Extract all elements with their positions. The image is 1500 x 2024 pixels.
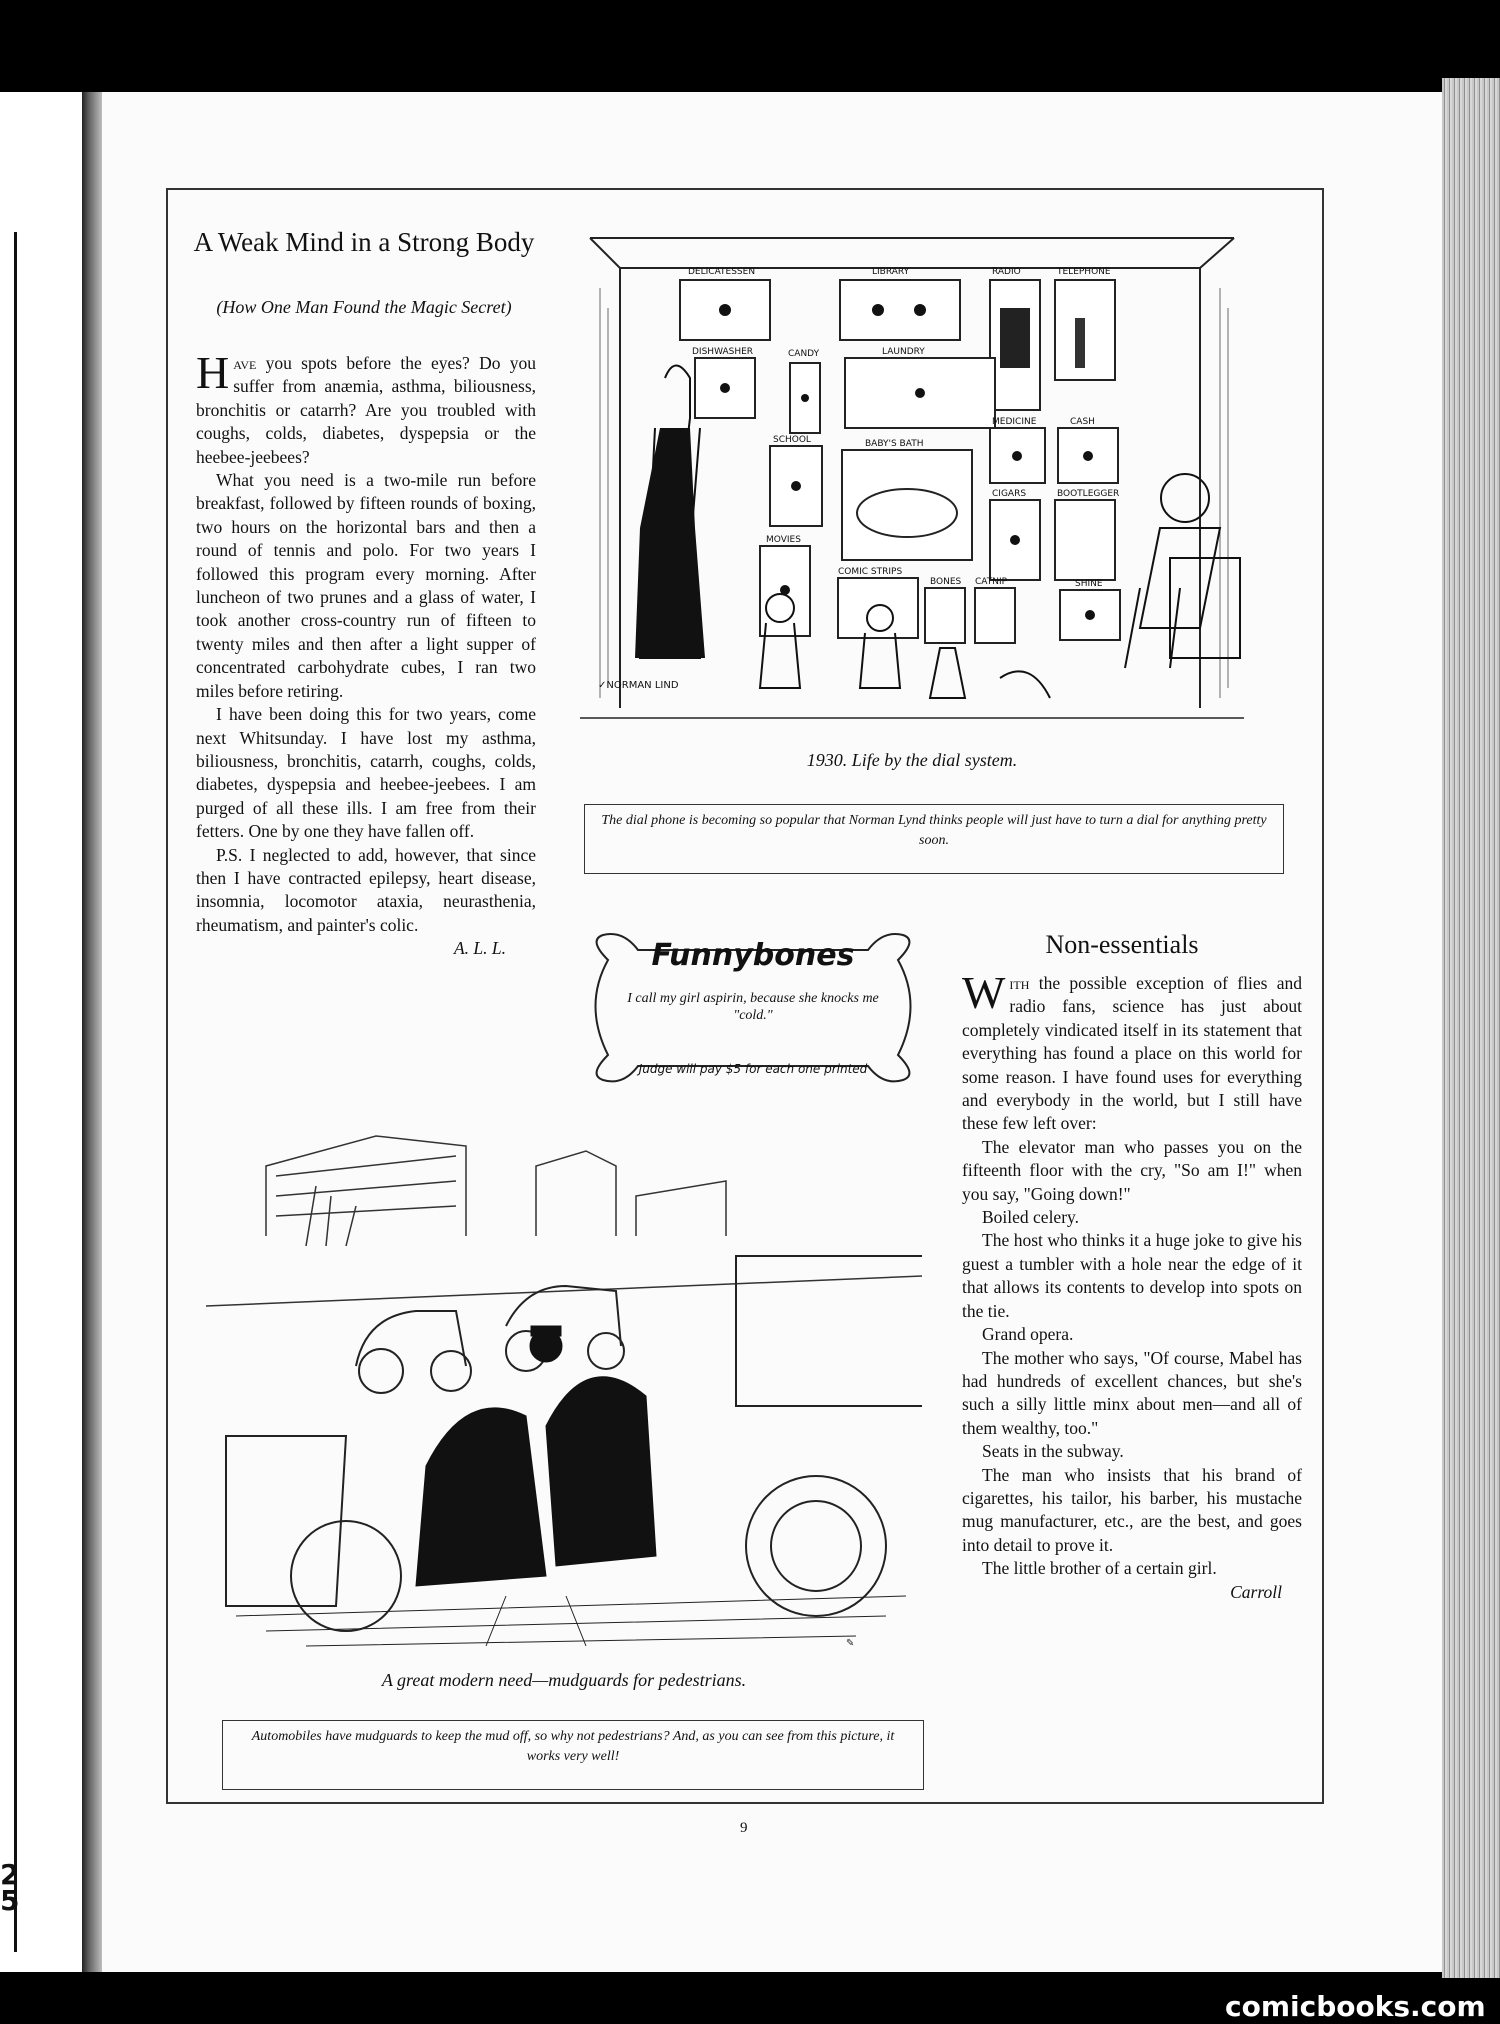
cartoon-mudguard-illustration xyxy=(206,1126,922,1658)
lead-smallcaps: ave xyxy=(233,353,257,373)
svg-text:LAUNDRY: LAUNDRY xyxy=(882,347,925,357)
svg-text:COMIC STRIPS: COMIC STRIPS xyxy=(838,567,903,577)
list-item: Seats in the subway. xyxy=(982,1441,1124,1462)
funnybones-footer: Judge will pay $5 for each one printed xyxy=(638,1062,868,1076)
paragraph xyxy=(196,347,536,469)
svg-text:MOVIES: MOVIES xyxy=(766,535,801,545)
list-item: The man who insists that his brand of cigarettes, his tailor, his barber, his mustache mug manufacturer, etc., are the best, and goes into detail to prove it. xyxy=(962,1464,1302,1555)
article-body-nonessentials xyxy=(962,967,1302,1604)
paragraph: P.S. I neglected to add, however, that since then I have contracted epilepsy, heart disease, insomnia, locomotor ataxia, neurasthenia, rheumatism, and painter's colic. xyxy=(196,844,536,935)
book-gutter xyxy=(82,92,102,1972)
svg-text:DELICATESSEN: DELICATESSEN xyxy=(688,267,756,277)
list-item: The elevator man who passes you on the fifteenth floor with the cry, "So am I!" when you say, "Going down!" xyxy=(962,1136,1302,1204)
svg-text:SHINE: SHINE xyxy=(1075,579,1103,589)
svg-text:LIBRARY: LIBRARY xyxy=(872,267,910,277)
cartoon-caption-mudguard: A great modern need—mudguards for pedestrians. xyxy=(381,1670,747,1690)
svg-text:BONES: BONES xyxy=(930,577,962,587)
author-signature: Carroll xyxy=(1230,1581,1282,1602)
drop-cap: H xyxy=(196,347,230,398)
svg-text:CASH: CASH xyxy=(1070,417,1095,427)
paragraph xyxy=(962,967,1302,1136)
cartoon-note-mudguard: Automobiles have mudguards to keep the mud off, so why not pedestrians? And, as you can see from this picture, it works very well! xyxy=(222,1720,924,1790)
page-number: 9 xyxy=(740,1820,748,1836)
left-facing-page xyxy=(0,92,82,1972)
lead-smallcaps: ith xyxy=(1009,973,1030,993)
article-body-weak-mind xyxy=(196,347,536,961)
svg-text:CIGARS: CIGARS xyxy=(992,489,1027,499)
svg-text:SCHOOL: SCHOOL xyxy=(773,435,811,445)
svg-text:TELEPHONE: TELEPHONE xyxy=(1057,267,1111,277)
page-stack-edge xyxy=(1442,78,1500,1978)
svg-text:CANDY: CANDY xyxy=(788,349,820,359)
list-item: The mother who says, "Of course, Mabel has had hundreds of excellent chances, but she's such a silly little minx about men—and all of them wealthy, too." xyxy=(962,1347,1302,1438)
paragraph-text: the possible exception of flies and radio fans, science has just about completely vindicated itself in its statement that everything has found a place on this world for some reason. I have found uses for everything and everybody in the world, but I still have these few left over: xyxy=(962,973,1302,1134)
cartoon-caption-dial: 1930. Life by the dial system. xyxy=(806,750,1018,770)
funnybones-title: Funnybones xyxy=(651,938,855,973)
svg-text:BABY'S BATH: BABY'S BATH xyxy=(865,439,924,449)
article-title-nonessentials: Non-essentials xyxy=(1045,930,1199,959)
funnybones-box xyxy=(578,930,928,1086)
cartoon-note-dial: The dial phone is becoming so popular that Norman Lynd thinks people will just have to turn a dial for anything pretty soon. xyxy=(584,804,1284,874)
list-item: Boiled celery. xyxy=(982,1207,1080,1228)
paragraph: What you need is a two-mile run before breakfast, followed by fifteen rounds of boxing, two hours on the horizontal bars and then a round of tennis and polo. For two years I followed this program every morning. After luncheon of two prunes and a glass of water, I took another cross-country run of fifteen to twenty miles and then after a light supper of concentrated carbohydrate cubes, I ran two miles before retiring. xyxy=(196,470,536,701)
svg-text:✓NORMAN LIND: ✓NORMAN LIND xyxy=(598,680,679,691)
svg-text:RADIO: RADIO xyxy=(992,267,1021,277)
author-signature: A. L. L. xyxy=(453,938,506,959)
article-subtitle-weak-mind: (How One Man Found the Magic Secret) xyxy=(216,297,512,317)
list-item: The host who thinks it a huge joke to give his guest a tumbler with a hole near the edge of it that allows its contents to develop into spots on the tie. xyxy=(962,1230,1302,1321)
list-item: Grand opera. xyxy=(982,1324,1074,1345)
article-title-weak-mind: A Weak Mind in a Strong Body xyxy=(193,227,535,257)
cartoon-dial-system-illustration xyxy=(580,228,1244,740)
left-page-frame-edge xyxy=(0,232,20,1952)
artist-signature-lind: NORMAN LIND xyxy=(606,680,679,691)
paragraph-text: you spots before the eyes? Do you suffer from anæmia, asthma, biliousness, bronchitis or catarrh? Are you troubled with coughs, colds, diabetes, dyspepsia or the heebee-jeebees? xyxy=(196,353,536,467)
watermark-text: comicbooks.com xyxy=(1225,1990,1486,2023)
svg-text:CATNIP: CATNIP xyxy=(975,577,1008,587)
svg-text:BOOTLEGGER: BOOTLEGGER xyxy=(1057,489,1120,499)
svg-text:DISHWASHER: DISHWASHER xyxy=(692,347,754,357)
list-item: The little brother of a certain girl. xyxy=(982,1558,1217,1579)
paragraph: I have been doing this for two years, come next Whitsunday. I have lost my asthma, biliousness, bronchitis, catarrh, coughs, colds, diabetes, dyspepsia and heebee-jeebees. I am purged of all these ills. I am free from their fetters. One by one they have fallen off. xyxy=(196,704,536,842)
funnybones-joke: I call my girl aspirin, because she knocks me "cold." xyxy=(627,991,879,1023)
left-page-fragment: 2 5 xyxy=(0,1858,20,1917)
svg-text:MEDICINE: MEDICINE xyxy=(992,417,1037,427)
svg-text:✎: ✎ xyxy=(846,1638,855,1649)
drop-cap: W xyxy=(962,967,1006,1018)
